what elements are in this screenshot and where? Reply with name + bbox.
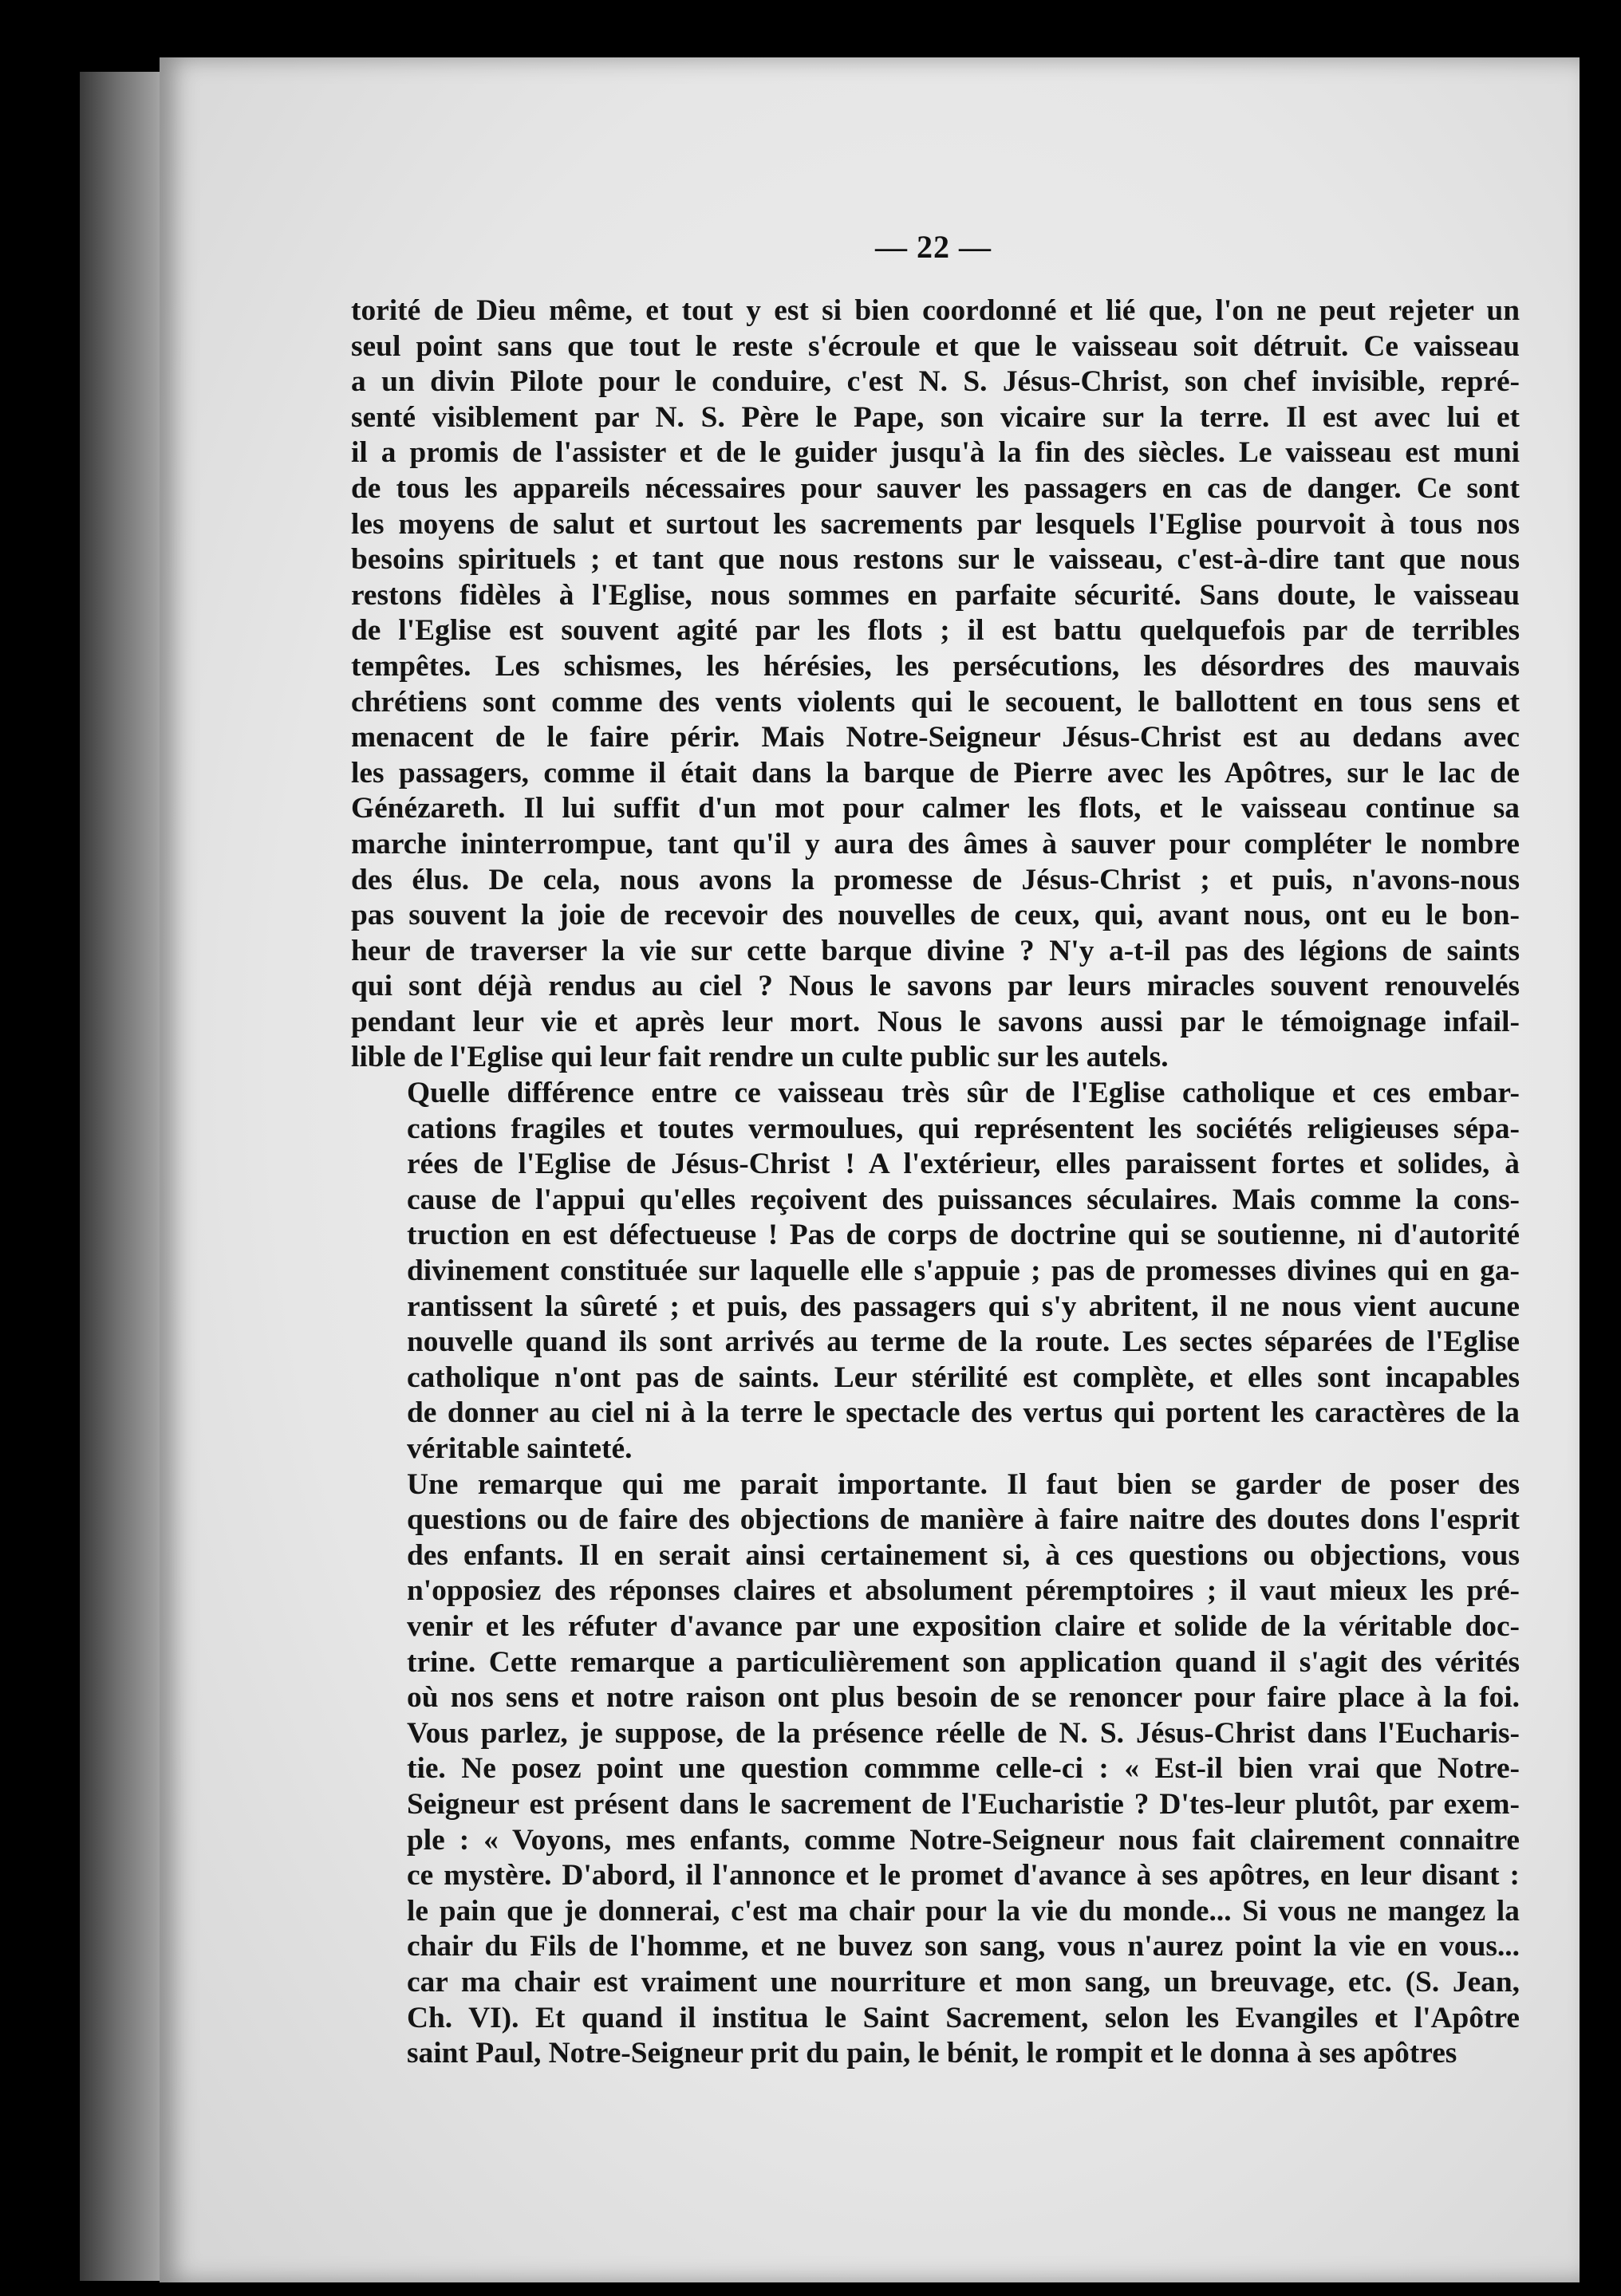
text-line: les moyens de salut et surtout les sacrements par lesquels l'Eglise pourvoit à tous nos <box>351 507 1520 541</box>
text-line: chair du Fils de l'homme, et ne buvez son sang, vous n'aurez point la vie en vous... <box>407 1930 1520 1963</box>
text-line: où nos sens et notre raison ont plus besoin de se renoncer pour faire place à la foi. <box>407 1681 1520 1715</box>
text-line: des enfants. Il en serait ainsi certainement si, à ces questions ou objections, vous <box>407 1538 1520 1572</box>
text-line: ce mystère. D'abord, il l'annonce et le promet d'avance à ses apôtres, en leur disant : <box>407 1859 1520 1892</box>
text-line: rantissent la sûreté ; et puis, des passagers qui s'y abritent, il ne nous vient aucune <box>407 1290 1520 1323</box>
text-line: il a promis de l'assister et de le guider jusqu'à la fin des siècles. Le vaisseau est muni <box>351 436 1520 470</box>
text-line: ple : « Voyons, mes enfants, comme Notre-Seigneur nous fait clairement connaitre <box>407 1823 1520 1857</box>
text-line: lible de l'Eglise qui leur fait rendre un culte public sur les autels. <box>351 1041 1169 1074</box>
text-line: restons fidèles à l'Eglise, nous sommes en parfaite sécurité. Sans doute, le vaisseau <box>351 578 1520 612</box>
text-line: Une remarque qui me parait importante. Il faut bien se garder de poser des <box>407 1467 1520 1501</box>
text-line: de l'Eglise est souvent agité par les flots ; il est battu quelquefois par de terribles <box>351 614 1520 648</box>
text-line: venir et les réfuter d'avance par une exposition claire et solide de la véritable doc- <box>407 1609 1520 1643</box>
paragraph <box>351 1076 1520 1467</box>
text-line: de donner au ciel ni à la terre le spectacle des vertus qui portent les caractères de la <box>407 1396 1520 1430</box>
text-line: rées de l'Eglise de Jésus-Christ ! A l'extérieur, elles paraissent fortes et solides, à <box>407 1148 1520 1181</box>
text-line: besoins spirituels ; et tant que nous restons sur le vaisseau, c'est-à-dire tant que nous <box>351 543 1520 577</box>
paragraph <box>351 293 1520 1076</box>
text-line: trine. Cette remarque a particulièrement son application quand il s'agit des vérités <box>407 1645 1520 1679</box>
text-line: divinement constituée sur laquelle elle s'appuie ; pas de promesses divines qui en ga- <box>407 1254 1520 1288</box>
text-line: menacent de le faire périr. Mais Notre-Seigneur Jésus-Christ est au dedans avec <box>351 721 1520 754</box>
body-text <box>351 293 1520 2072</box>
text-line: des élus. De cela, nous avons la promesse de Jésus-Christ ; et puis, n'avons-nous <box>351 863 1520 896</box>
text-line: questions ou de faire des objections de manière à faire naitre des doutes dons l'esprit <box>407 1503 1520 1537</box>
text-line: tie. Ne posez point une question commme celle-ci : « Est-il bien vrai que Notre- <box>407 1752 1520 1786</box>
text-line: cause de l'appui qu'elles reçoivent des puissances séculaires. Mais comme la cons- <box>407 1183 1520 1216</box>
text-line: tempêtes. Les schismes, les hérésies, les persécutions, les désordres des mauvais <box>351 649 1520 683</box>
text-line: car ma chair est vraiment une nourriture et mon sang, un breuvage, etc. (S. Jean, <box>407 1965 1520 1999</box>
text-line: véritable sainteté. <box>407 1432 633 1465</box>
text-line: a un divin Pilote pour le conduire, c'est N. S. Jésus-Christ, son chef invisible, repré- <box>351 365 1520 399</box>
text-line: Vous parlez, je suppose, de la présence réelle de N. S. Jésus-Christ dans l'Eucharis- <box>407 1716 1520 1750</box>
text-line: Seigneur est présent dans le sacrement de l'Eucharistie ? D'tes-leur plutôt, par exem- <box>407 1787 1520 1821</box>
text-line: de tous les appareils nécessaires pour sauver les passagers en cas de danger. Ce sont <box>351 471 1520 505</box>
text-line: seul point sans que tout le reste s'écroule et que le vaisseau soit détruit. Ce vaisseau <box>351 329 1520 363</box>
text-line: saint Paul, Notre-Seigneur prit du pain, le bénit, le rompit et le donna à ses apôtres <box>407 2037 1457 2070</box>
text-line: n'opposiez des réponses claires et absolument péremptoires ; il vaut mieux les pré- <box>407 1574 1520 1608</box>
text-line: torité de Dieu même, et tout y est si bien coordonné et lié que, l'on ne peut rejeter un <box>351 294 1520 327</box>
text-line: Ch. VI). Et quand il institua le Saint Sacrement, selon les Evangiles et l'Apôtre <box>407 2001 1520 2034</box>
text-line: les passagers, comme il était dans la barque de Pierre avec les Apôtres, sur le lac de <box>351 756 1520 790</box>
text-line: chrétiens sont comme des vents violents qui le secouent, le ballottent en tous sens et <box>351 685 1520 719</box>
text-line: le pain que je donnerai, c'est ma chair pour la vie du monde... Si vous ne mangez la <box>407 1894 1520 1928</box>
text-line: pas souvent la joie de recevoir des nouvelles de ceux, qui, avant nous, ont eu le bon- <box>351 899 1520 932</box>
text-line: cations fragiles et toutes vermoulues, qui représentent les sociétés religieuses sépa- <box>407 1112 1520 1145</box>
text-line: heur de traverser la vie sur cette barque divine ? N'y a-t-il pas des légions de saints <box>351 934 1520 967</box>
text-line: truction en est défectueuse ! Pas de corps de doctrine qui se soutienne, ni d'autorité <box>407 1219 1520 1252</box>
text-line: catholique n'ont pas de saints. Leur stérilité est complète, et elles sont incapables <box>407 1361 1520 1394</box>
text-line: Génézareth. Il lui suffit d'un mot pour calmer les flots, et le vaisseau continue sa <box>351 792 1520 825</box>
page-number: — 22 — <box>875 229 992 265</box>
text-line: senté visiblement par N. S. Père le Pape, son vicaire sur la terre. Il est avec lui et <box>351 400 1520 434</box>
text-line: Quelle différence entre ce vaisseau très sûr de l'Eglise catholique et ces embar- <box>407 1077 1520 1110</box>
text-line: pendant leur vie et après leur mort. Nous le savons aussi par le témoignage infail- <box>351 1005 1520 1038</box>
text-line: nouvelle quand ils sont arrivés au terme de la route. Les sectes séparées de l'Eglise <box>407 1325 1520 1359</box>
text-line: qui sont déjà rendus au ciel ? Nous le savons par leurs miracles souvent renouvelés <box>351 970 1520 1003</box>
text-line: marche ininterrompue, tant qu'il y aura des âmes à sauver pour compléter le nombre <box>351 827 1520 861</box>
paragraph <box>351 1467 1520 2072</box>
